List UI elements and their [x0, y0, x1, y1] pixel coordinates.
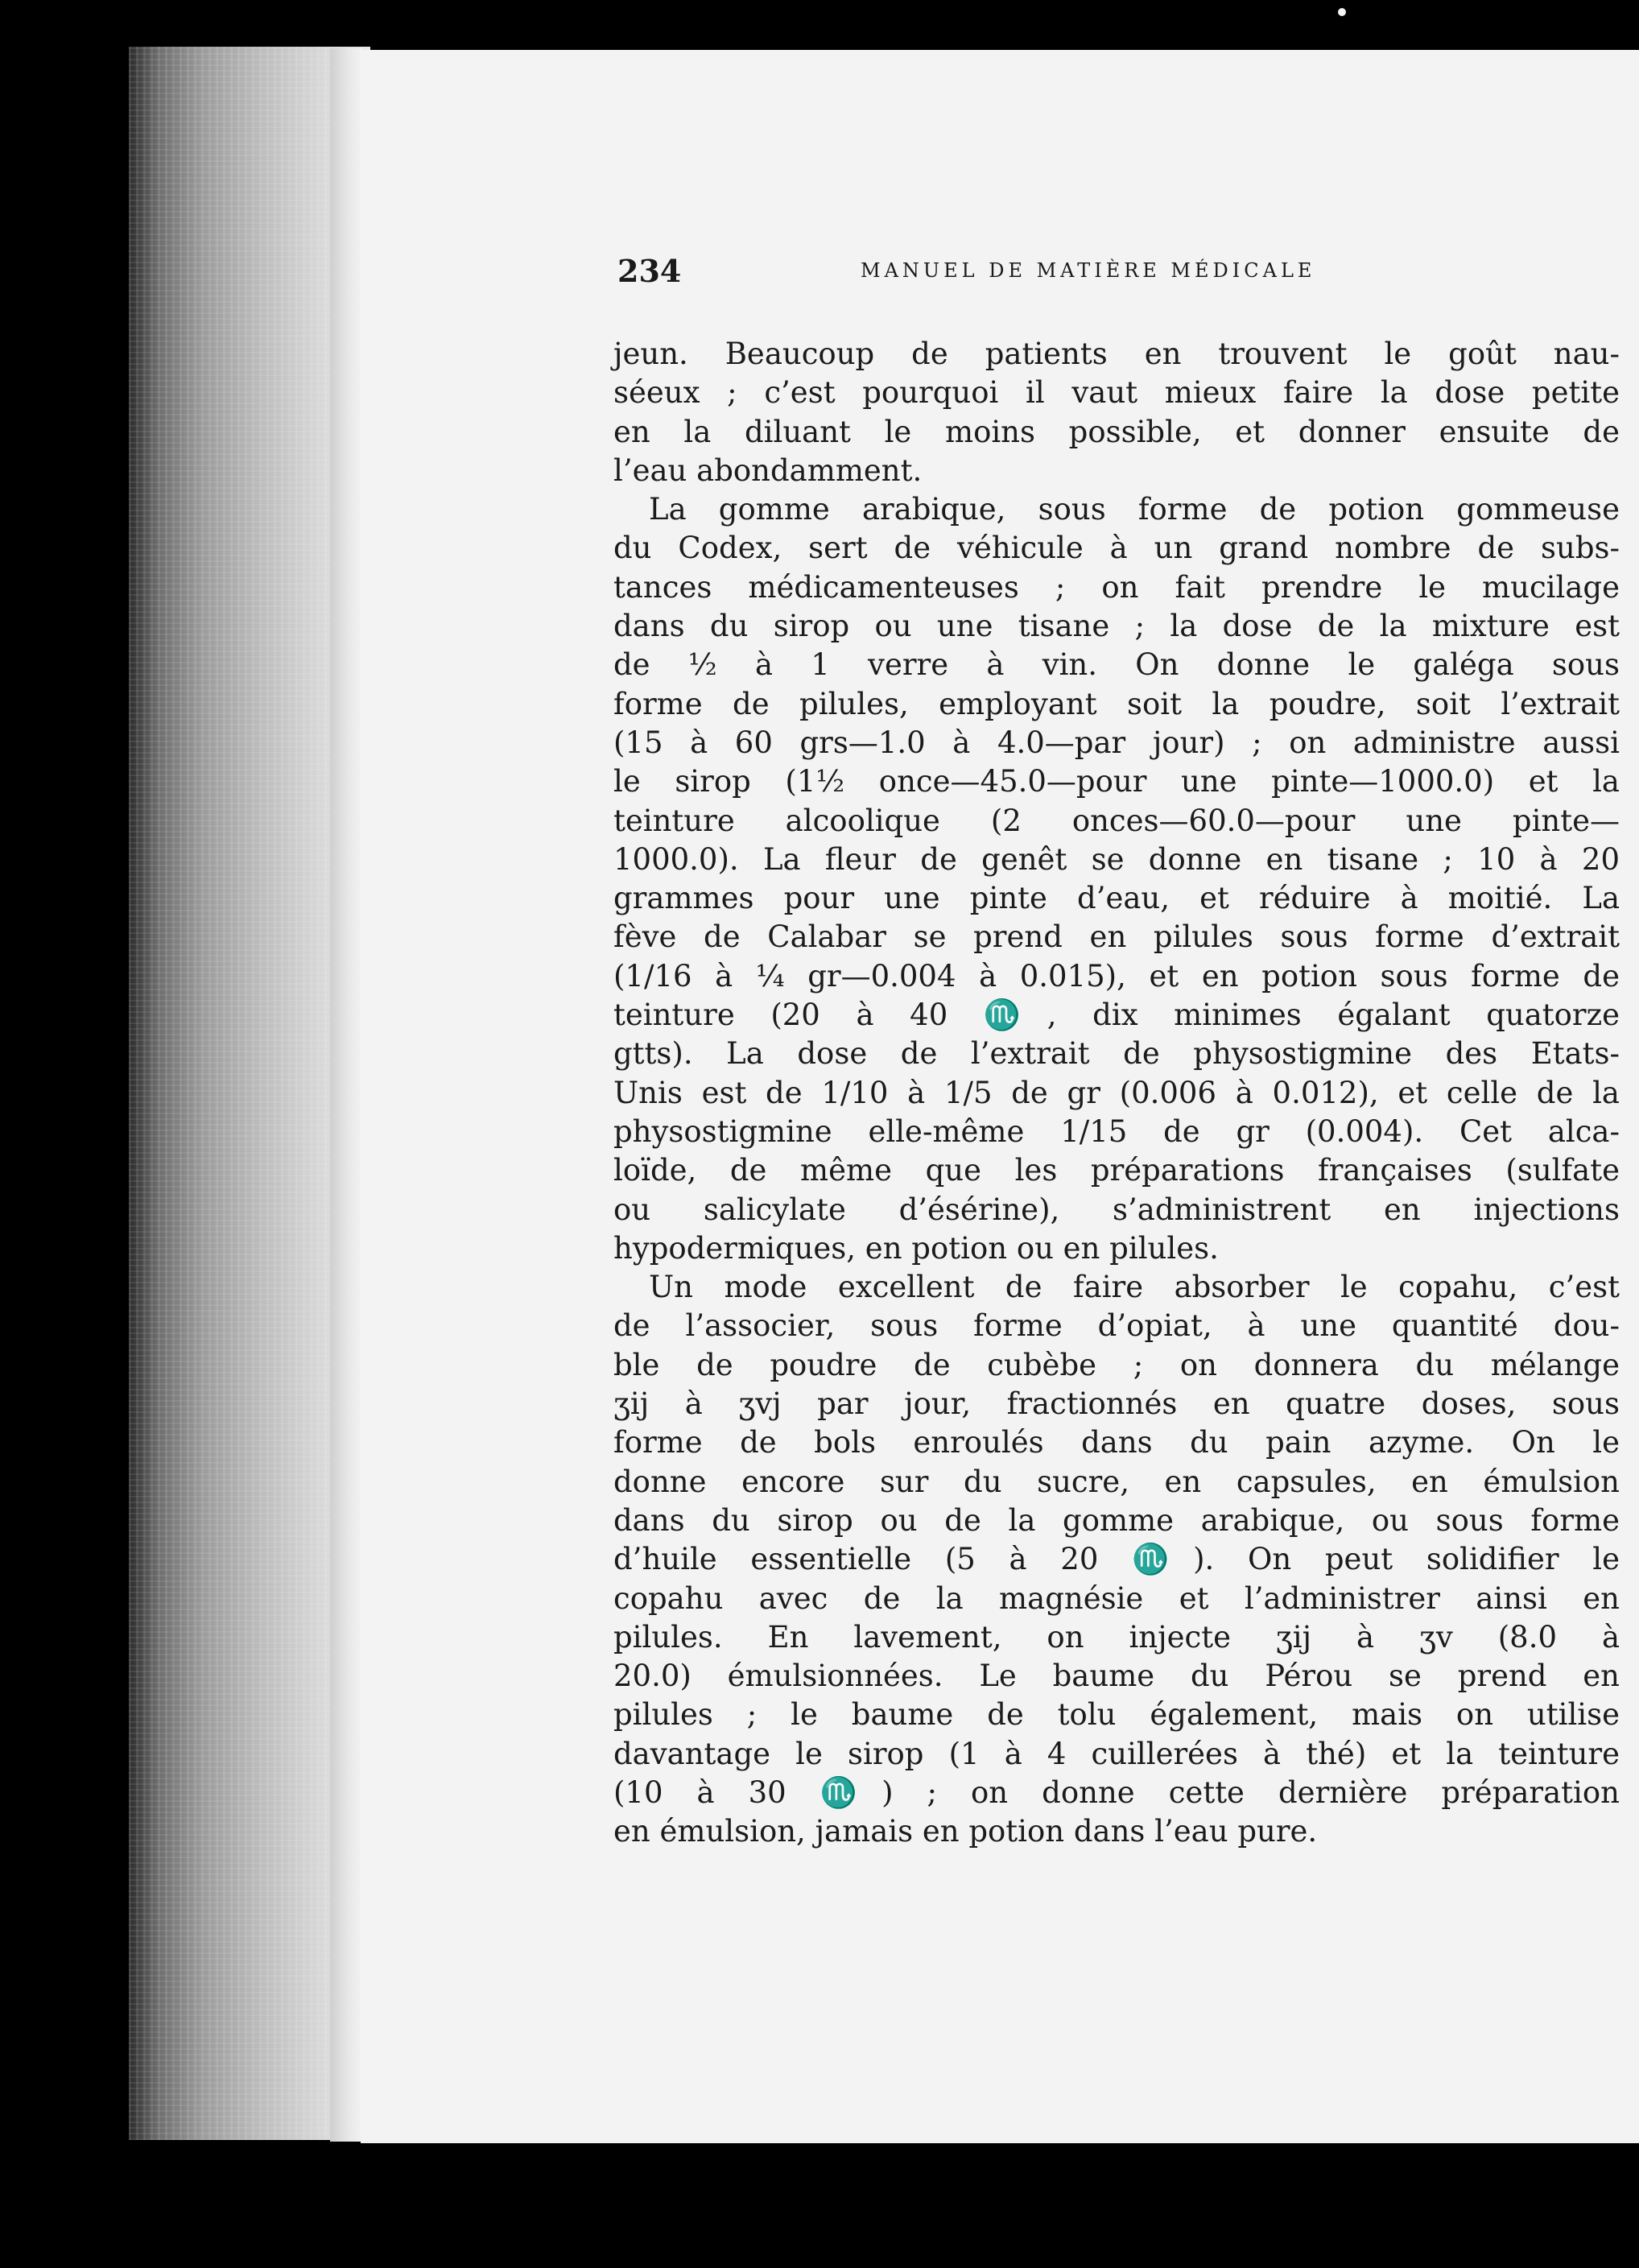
text-line: fève de Calabar se prend en pilules sous forme d’extrait [613, 919, 1620, 955]
text-line: (15 à 60 grs—1.0 à 4.0—par jour) ; on administre aussi [613, 725, 1620, 760]
text-line: teinture alcoolique (2 onces—60.0—pour une pinte— [613, 803, 1620, 838]
text-line: ʒij à ʒvj par jour, fractionnés en quatre doses, sous [613, 1386, 1620, 1422]
text-line: du Codex, sert de véhicule à un grand nombre de subs- [613, 531, 1620, 566]
text-line: dans du sirop ou une tisane ; la dose de la mixture est [613, 609, 1620, 644]
text-line: Un mode excellent de faire absorber le copahu, c’est [649, 1270, 1620, 1305]
text-line: 1000.0). La fleur de genêt se donne en tisane ; 10 à 20 [613, 841, 1620, 877]
text-line: donne encore sur du sucre, en capsules, en émulsion [613, 1464, 1620, 1499]
text-line: tances médicamenteuses ; on fait prendre le mucilage [613, 569, 1620, 605]
text-line: de l’associer, sous forme d’opiat, à une quantité dou- [613, 1308, 1620, 1344]
text-line: physostigmine elle-même 1/15 de gr (0.004). Cet alca- [613, 1113, 1620, 1149]
text-line: forme de pilules, employant soit la poudre, soit l’extrait [613, 686, 1620, 721]
text-line: jeun. Beaucoup de patients en trouvent le goût nau- [613, 337, 1620, 371]
text-line: d’huile essentielle (5 à 20 ♏). On peut solidifier le [613, 1542, 1620, 1577]
text-line: 20.0) émulsionnées. Le baume du Pérou se prend en [613, 1659, 1620, 1694]
text-line: Unis est de 1/10 à 1/5 de gr (0.006 à 0.012), et celle de la [613, 1075, 1620, 1110]
text-line: forme de bols enroulés dans du pain azyme. On le [613, 1425, 1620, 1460]
text-line: en émulsion, jamais en potion dans l’eau pure. [613, 1814, 1318, 1849]
text-line: (1/16 à ¼ gr—0.004 à 0.015), et en potion sous forme de [613, 958, 1620, 994]
page-edge [330, 48, 362, 2142]
page-number: 234 [617, 253, 682, 289]
text-line: teinture (20 à 40 ♏, dix minimes égalant quatorze [613, 998, 1620, 1033]
text-line: ble de poudre de cubèbe ; on donnera du mélange [613, 1347, 1620, 1382]
running-title: MANUEL DE MATIÈRE MÉDICALE [861, 259, 1316, 282]
text-line: (10 à 30 ♏) ; on donne cette dernière préparation [613, 1774, 1620, 1810]
text-line: l’eau abondamment. [613, 452, 923, 488]
text-line: davantage le sirop (1 à 4 cuillerées à thé) et la teinture [613, 1736, 1620, 1771]
text-line: pilules ; le baume de tolu également, mais on utilise [613, 1697, 1620, 1733]
running-header [617, 253, 1624, 290]
text-line: de ½ à 1 verre à vin. On donne le galéga sous [613, 647, 1620, 683]
text-line: copahu avec de la magnésie et l’administrer ainsi en [613, 1580, 1620, 1616]
text-line: gtts). La dose de l’extrait de physostigmine des Etats- [613, 1036, 1620, 1072]
text-line: pilules. En lavement, on injecte ʒij à ʒv (8.0 à [613, 1619, 1620, 1655]
text-line: en la diluant le moins possible, et donner ensuite de [613, 414, 1620, 449]
text-line: séeux ; c’est pourquoi il vaut mieux faire la dose petite [613, 375, 1620, 411]
text-line: ou salicylate d’ésérine), s’administrent en injections [613, 1192, 1620, 1227]
body-text [613, 335, 1620, 1852]
scan-speck [1338, 8, 1346, 16]
text-line: loïde, de même que les préparations françaises (sulfate [613, 1153, 1620, 1188]
text-line: le sirop (1½ once—45.0—pour une pinte—1000.0) et la [613, 764, 1620, 799]
text-line: La gomme arabique, sous forme de potion gommeuse [649, 492, 1620, 527]
text-line: grammes pour une pinte d’eau, et réduire à moitié. La [613, 881, 1620, 916]
text-line: hypodermiques, en potion ou en pilules. [613, 1230, 1219, 1266]
text-line: dans du sirop ou de la gomme arabique, ou sous forme [613, 1502, 1620, 1538]
